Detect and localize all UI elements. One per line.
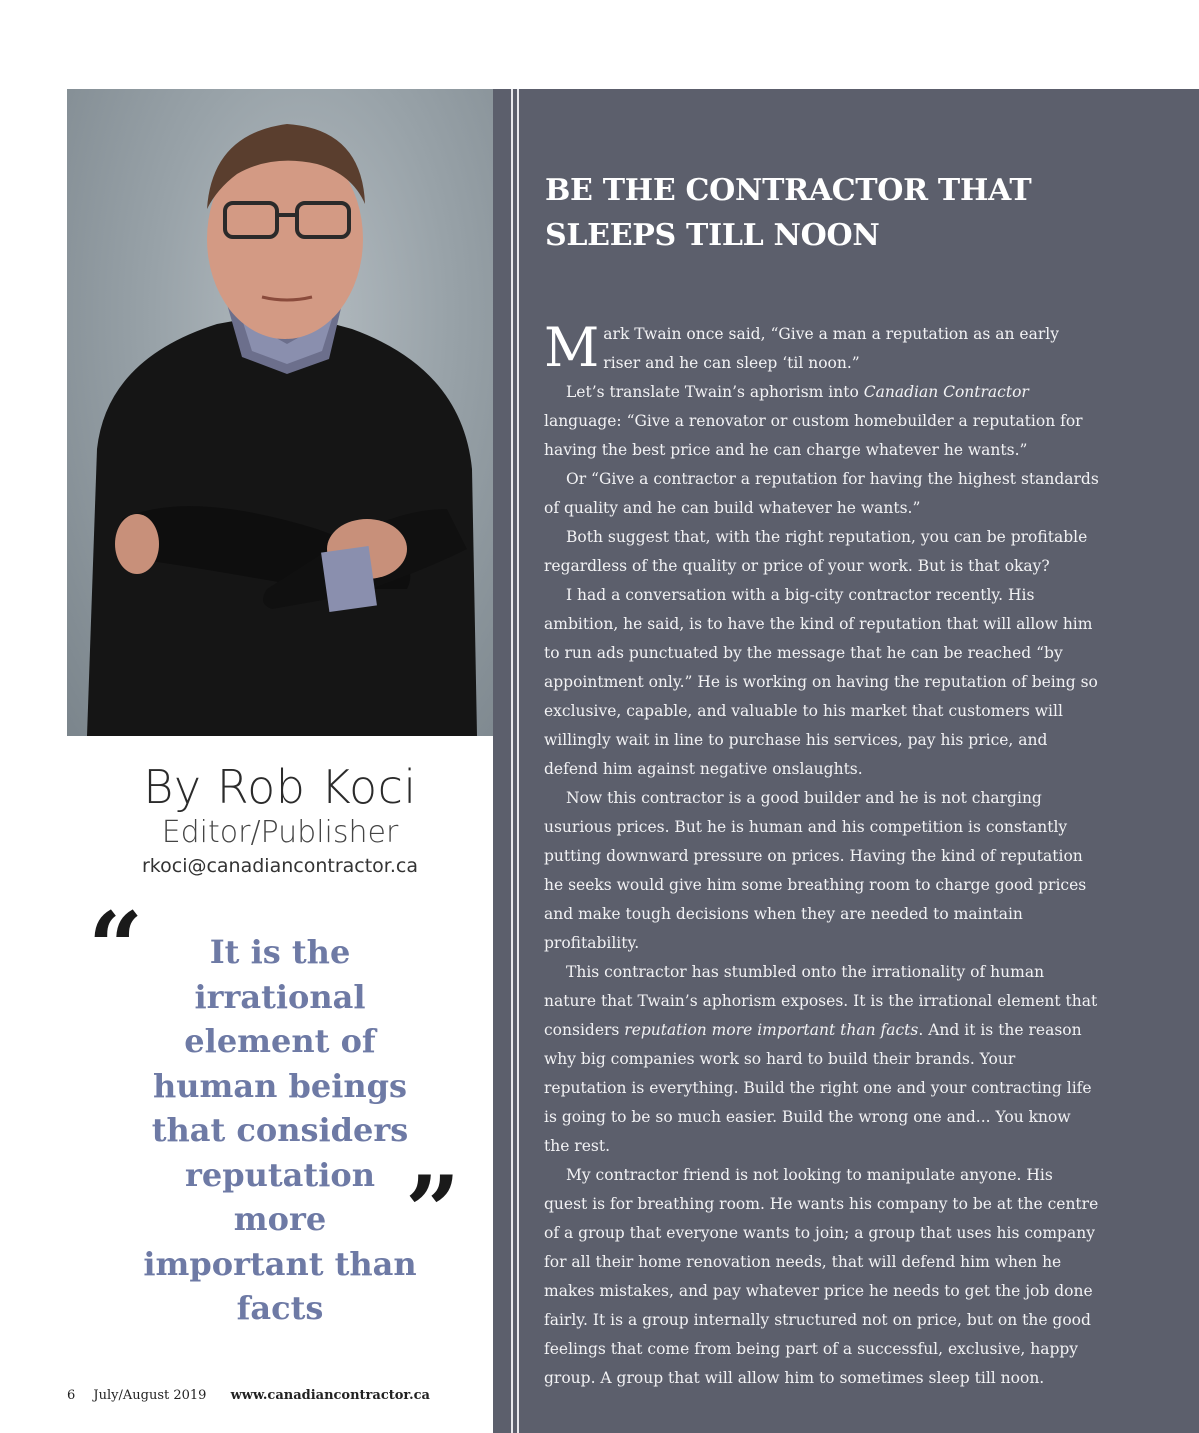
article-body xyxy=(544,316,1099,1393)
author-email[interactable]: rkoci@canadiancontractor.ca xyxy=(141,855,419,877)
drop-cap: M xyxy=(544,316,600,379)
issue-date: July/August 2019 xyxy=(93,1388,207,1403)
page-number: 6 xyxy=(67,1388,76,1403)
publication-name: Canadian Contractor xyxy=(863,383,1029,401)
panel-rule xyxy=(511,89,513,1433)
emphasis-phrase: reputation more important than facts xyxy=(624,1021,919,1039)
article-paragraph: My contractor friend is not looking to manipulate anyone. His quest is for breathing room. He wants his company to be at the centre of a group that everyone wants to join; a group that uses his company for all their home renovation needs, that will defend him when he makes mistakes, and pay whatever price he needs to get the job done fairly. It is a group internally structured not on price, but on the good feelings that come from being part of a successful, exclusive, happy group. A group that will allow him to sometimes sleep till noon. xyxy=(544,1166,1099,1387)
article-paragraph: Let’s translate Twain’s aphorism into Canadian Contractor language: “Give a renovator or custom homebuilder a reputation for having the best price and he can charge whatever he wants.” xyxy=(544,383,1083,459)
author-name: By Rob Koci xyxy=(143,760,417,814)
article-paragraph: I had a conversation with a big-city contractor recently. His ambition, he said, is to have the kind of reputation that will allow him to run ads punctuated by the message that he can be reached “by appointment only.” He is working on having the reputation of being so exclusive, capable, and valuable to his market that customers will willingly wait in line to purchase his services, pay his price, and defend him against negative onslaughts. xyxy=(544,586,1098,778)
article-paragraph: This contractor has stumbled onto the irrationality of human nature that Twain’s aphorism exposes. It is the irrational element that considers reputation more important than facts. And it is the reason why big companies work so hard to build their brands. Your reputation is everything. Build the right one and your contracting life is going to be so much easier. Build the wrong one and... You know the rest. xyxy=(544,963,1098,1155)
article-paragraph: Mark Twain once said, “Give a man a reputation as an early riser and he can sleep ‘til noon.” xyxy=(544,316,1059,379)
article-paragraph: Now this contractor is a good builder and he is not charging usurious prices. But he is human and his competition is constantly putting downward pressure on prices. Having the kind of reputation he seeks would give him some breathing room to charge good prices and make tough decisions when they are needed to maintain profitability. xyxy=(544,789,1087,952)
author-role: Editor/Publisher xyxy=(161,815,399,850)
website-link[interactable]: www.canadiancontractor.ca xyxy=(230,1388,430,1403)
article-paragraph: Both suggest that, with the right reputation, you can be profitable regardless of the quality or price of your work. But is that okay? xyxy=(544,528,1088,575)
article-headline: BE THE CONTRACTOR THAT SLEEPS TILL NOON xyxy=(545,173,1032,253)
article-paragraph: Or “Give a contractor a reputation for having the highest standards of quality and he can build whatever he wants.” xyxy=(544,470,1099,517)
pull-quote: It is the irrational element of human beings that considers reputation more important than facts xyxy=(143,933,417,1327)
close-quote-mark: ” xyxy=(405,1155,461,1268)
author-portrait-illustration xyxy=(67,89,493,736)
author-photo xyxy=(67,89,493,736)
panel-rule xyxy=(517,89,519,1433)
page-footer xyxy=(67,1388,444,1403)
open-quote-mark: “ xyxy=(88,891,144,1004)
